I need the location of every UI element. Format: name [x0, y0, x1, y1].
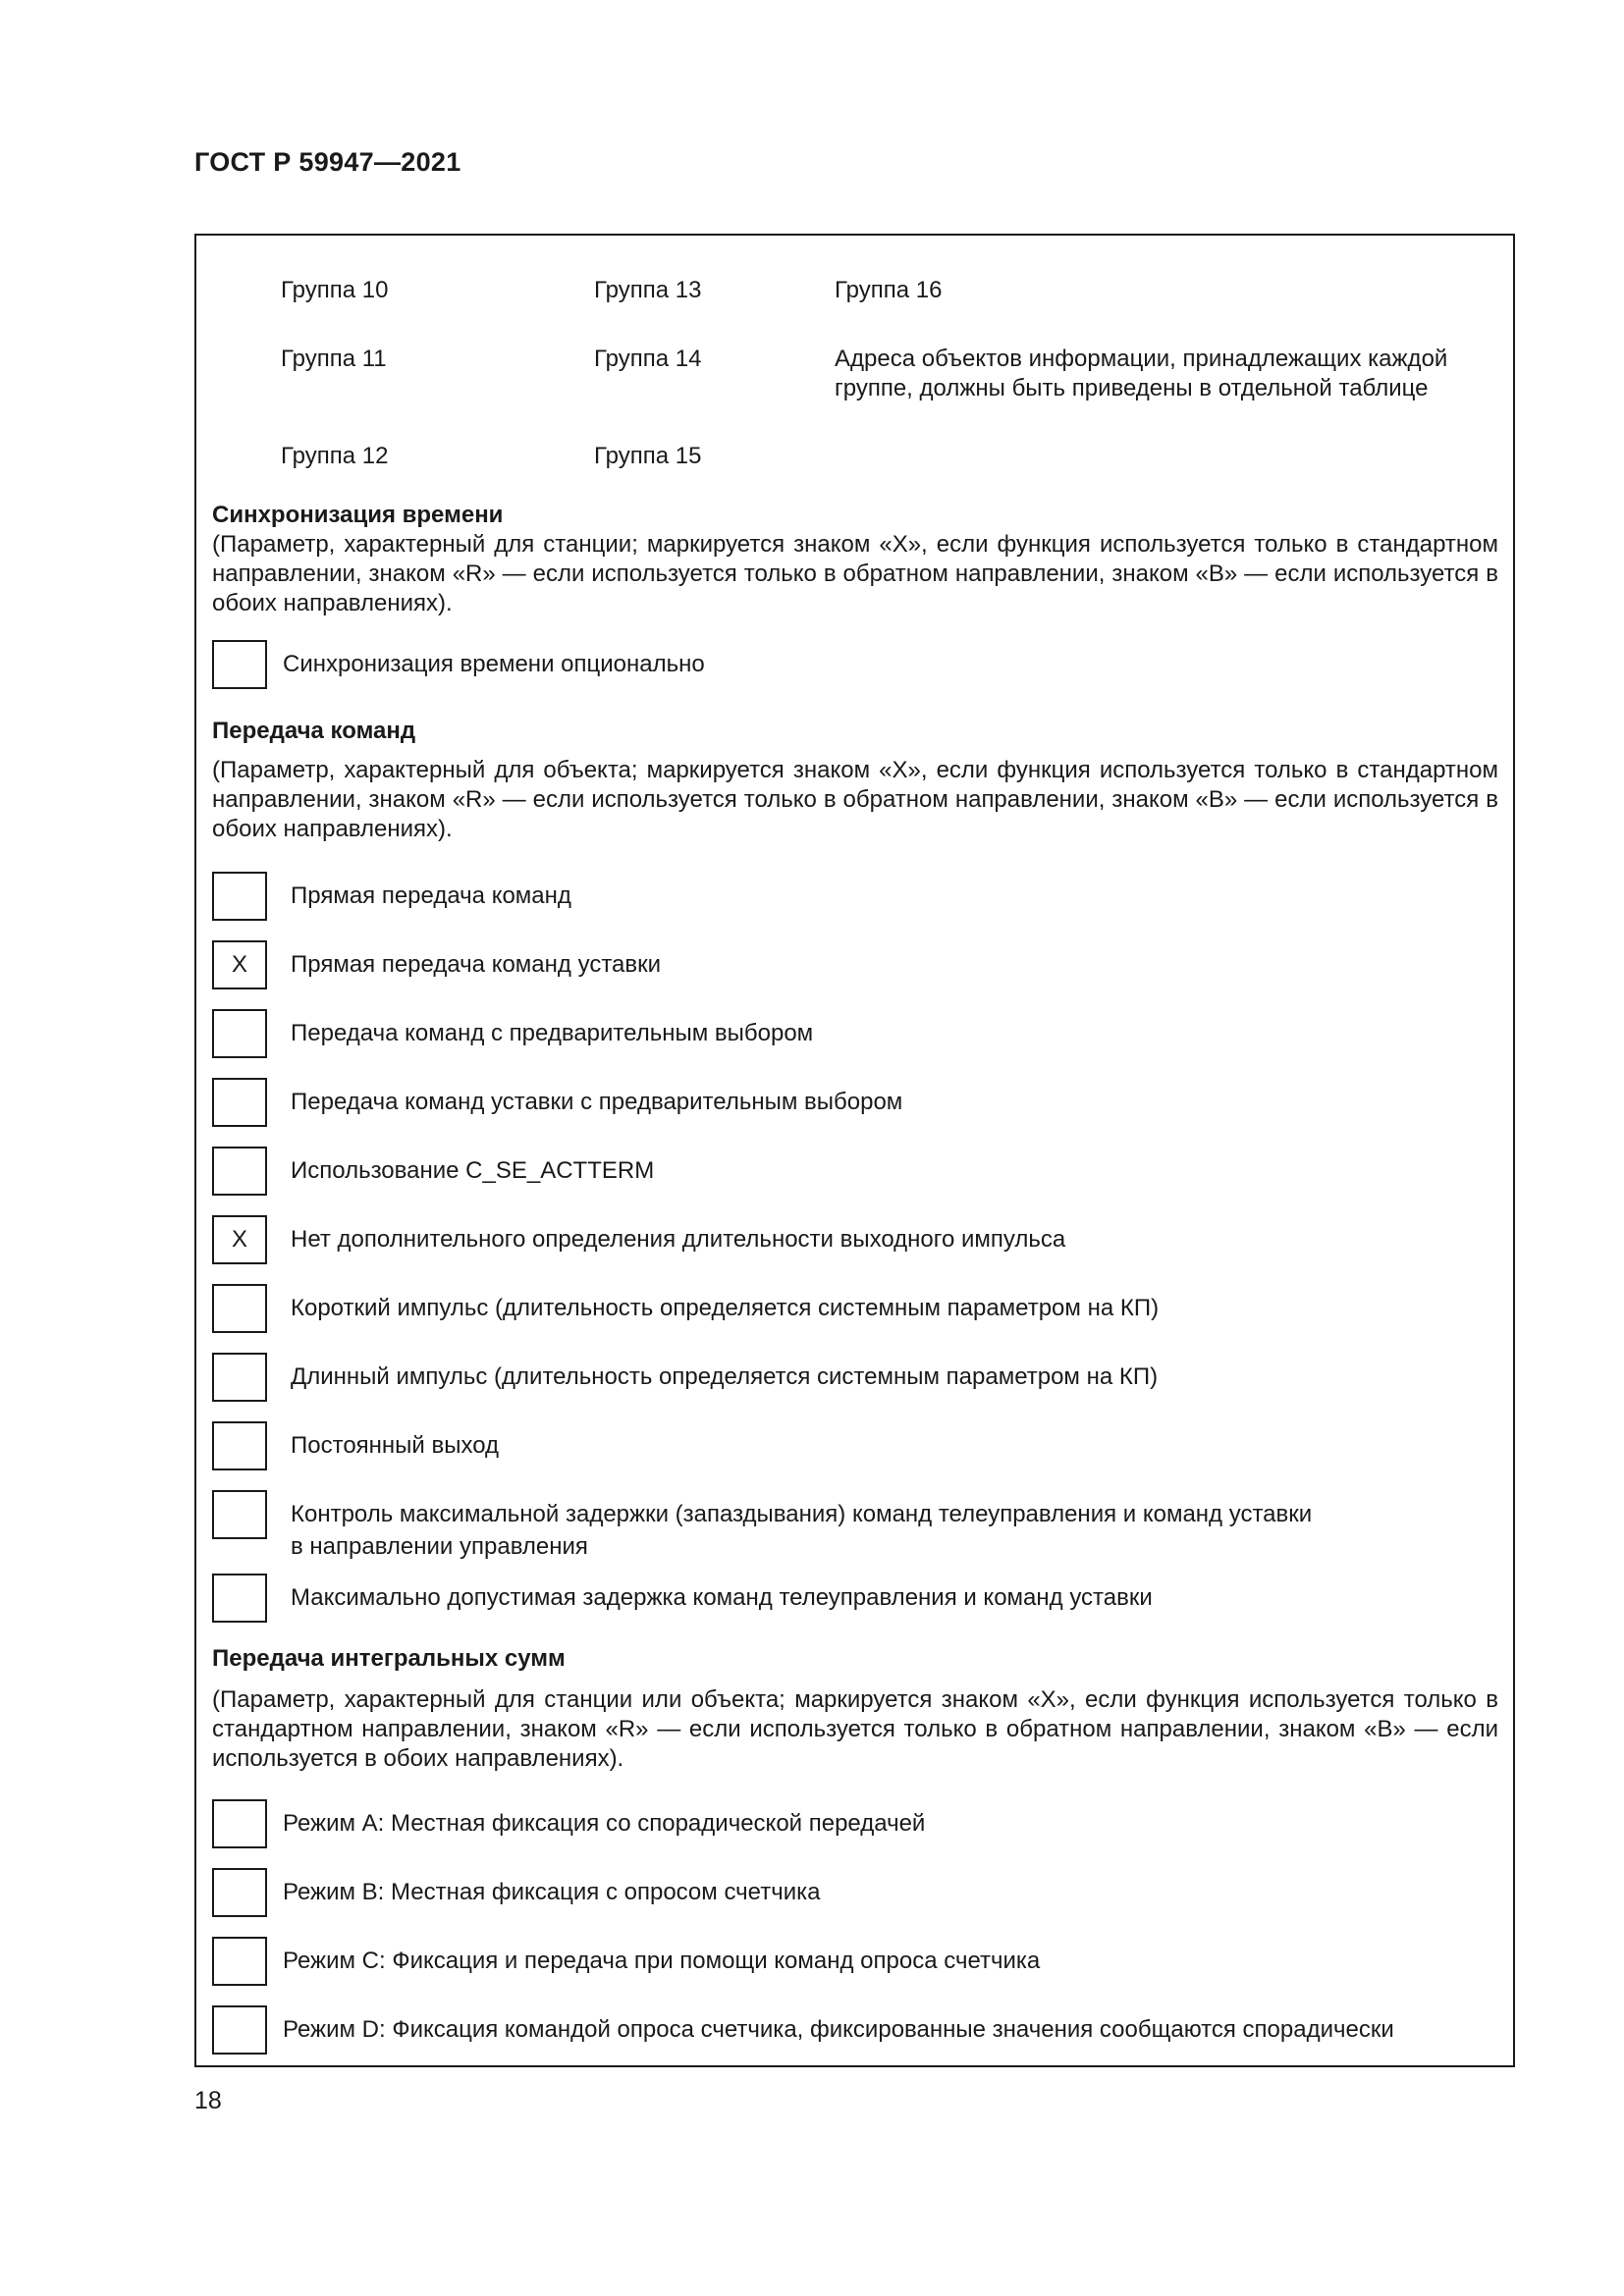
max-allowed-delay-checkbox[interactable] [212, 1574, 267, 1623]
select-execute-setpoint-checkbox[interactable] [212, 1078, 267, 1127]
mode-c-checkbox[interactable] [212, 1937, 267, 1986]
mode-a-checkbox[interactable] [212, 1799, 267, 1848]
short-pulse-checkbox[interactable] [212, 1284, 267, 1333]
select-execute-setpoint-label: Передача команд уставки с предварительным выбором [291, 1089, 903, 1115]
commands-title: Передача команд [212, 718, 416, 744]
mode-d-label: Режим D: Фиксация командой опроса счетчика, фиксированные значения сообщаются спорадически [283, 2016, 1394, 2043]
time-sync-description: (Параметр, характерный для станции; маркируется знаком «X», если функция используется только в стандартном направлении, знаком «R» — если используется только в обратном направлении, знаком «B» — если используется в обоих направлениях). [212, 531, 1498, 616]
group-13-label: Группа 13 [594, 277, 702, 303]
direct-command-checkbox[interactable] [212, 872, 267, 921]
long-pulse-label: Длинный импульс (длительность определяется системным параметром на КП) [291, 1363, 1159, 1390]
commands-description: (Параметр, характерный для объекта; маркируется знаком «X», если функция используется только в стандартном направлении, знаком «R» — если используется только в обратном направлении, знаком «B» — если используется в обоих направлениях). [212, 757, 1498, 842]
mode-b-label: Режим B: Местная фиксация с опросом счетчика [283, 1879, 821, 1905]
max-allowed-delay-label: Максимально допустимая задержка команд телеуправления и команд уставки [291, 1584, 1153, 1611]
integral-totals-description: (Параметр, характерный для станции или объекта; маркируется знаком «X», если функция используется только в стандартном направлении, знаком «R» — если используется только в обратном направлении, знаком «B» — если используется в обоих направлениях). [212, 1686, 1498, 1772]
integral-totals-title: Передача интегральных сумм [212, 1645, 566, 1672]
group-10-label: Группа 10 [281, 277, 389, 303]
page-number: 18 [194, 2087, 222, 2114]
select-execute-command-label: Передача команд с предварительным выбором [291, 1020, 814, 1046]
group-11-label: Группа 11 [281, 346, 387, 372]
direct-setpoint-command-label: Прямая передача команд уставки [291, 951, 662, 978]
time-sync-optional-label: Синхронизация времени опционально [283, 651, 705, 677]
direct-setpoint-command-checkbox[interactable]: X [212, 940, 267, 989]
mode-b-checkbox[interactable] [212, 1868, 267, 1917]
mode-d-checkbox[interactable] [212, 2005, 267, 2055]
mode-a-label: Режим A: Местная фиксация со спорадической передачей [283, 1810, 926, 1837]
group-14-label: Группа 14 [594, 346, 702, 372]
actterm-checkbox[interactable] [212, 1147, 267, 1196]
mode-c-label: Режим C: Фиксация и передача при помощи команд опроса счетчика [283, 1948, 1041, 1974]
document-header: ГОСТ Р 59947—2021 [194, 147, 461, 177]
group-15-label: Группа 15 [594, 443, 702, 469]
long-pulse-checkbox[interactable] [212, 1353, 267, 1402]
direct-command-label: Прямая передача команд [291, 882, 571, 909]
group-16-label: Группа 16 [835, 277, 943, 303]
groups-note-line-2: группе, должны быть приведены в отдельной таблице [835, 375, 1429, 401]
persistent-output-label: Постоянный выход [291, 1432, 500, 1459]
short-pulse-label: Короткий импульс (длительность определяется системным параметром на КП) [291, 1295, 1160, 1321]
select-execute-command-checkbox[interactable] [212, 1009, 267, 1058]
max-delay-control-label-line-2: в направлении управления [291, 1533, 588, 1560]
actterm-label: Использование C_SE_ACTTERM [291, 1157, 655, 1184]
no-pulse-definition-checkbox[interactable]: X [212, 1215, 267, 1264]
time-sync-title: Синхронизация времени [212, 502, 504, 528]
max-delay-control-label: Контроль максимальной задержки (запаздывания) команд телеуправления и команд уставки [291, 1501, 1313, 1527]
groups-note-line-1: Адреса объектов информации, принадлежащих каждой [835, 346, 1448, 372]
max-delay-control-checkbox[interactable] [212, 1490, 267, 1539]
group-12-label: Группа 12 [281, 443, 389, 469]
form-frame [194, 234, 1515, 2067]
persistent-output-checkbox[interactable] [212, 1421, 267, 1470]
no-pulse-definition-label: Нет дополнительного определения длительности выходного импульса [291, 1226, 1066, 1253]
time-sync-optional-checkbox[interactable] [212, 640, 267, 689]
